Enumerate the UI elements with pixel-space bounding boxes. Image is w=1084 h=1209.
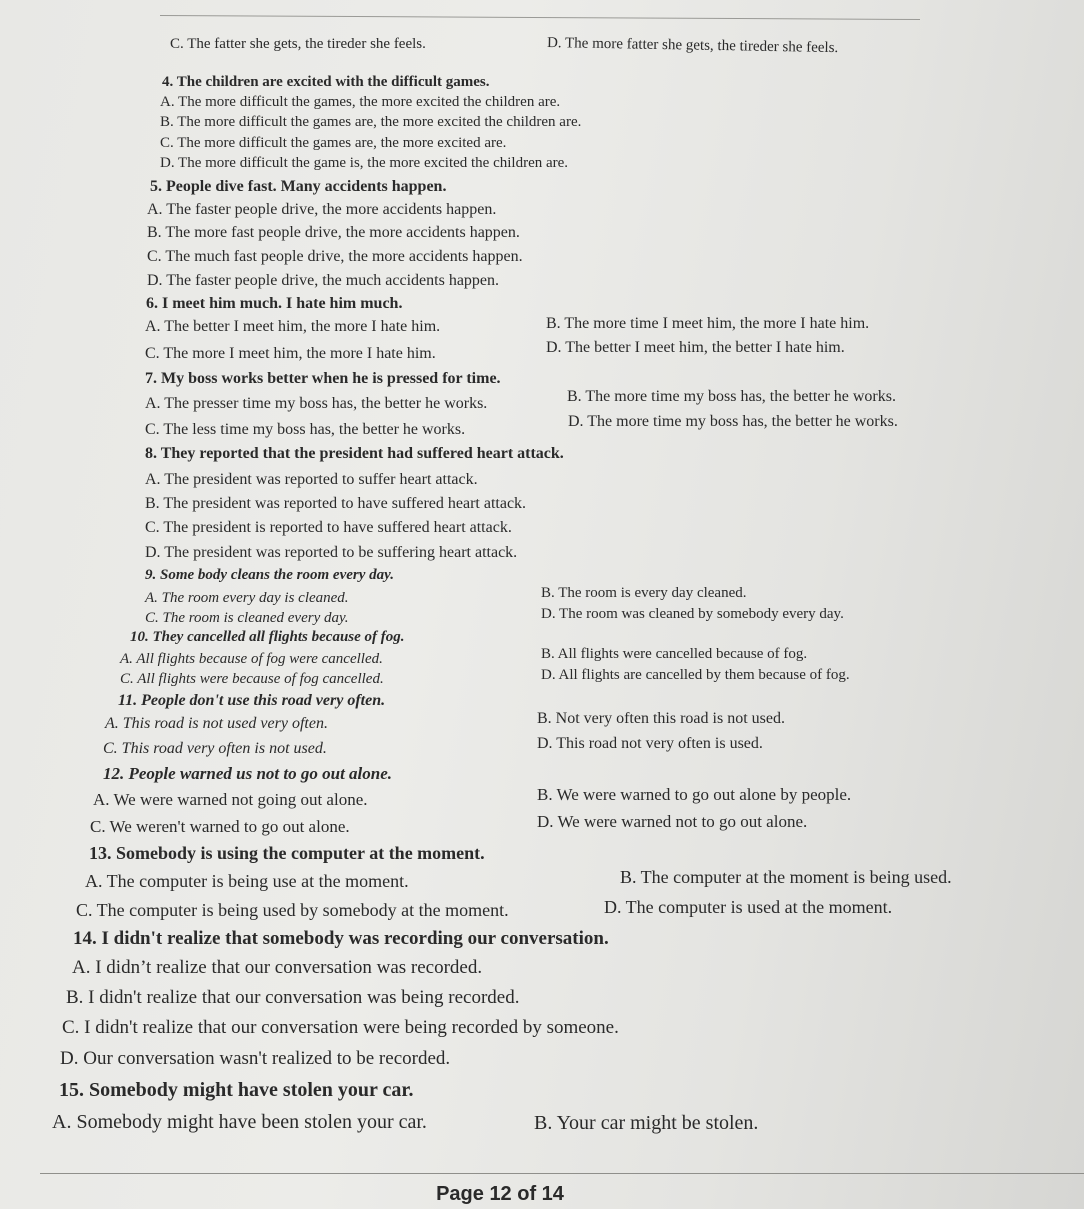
q15-option-b: B. Your car might be stolen. (534, 1112, 759, 1134)
q12-stem: 12. People warned us not to go out alone. (103, 764, 393, 783)
q11-stem: 11. People don't use this road very often. (118, 692, 386, 709)
top-divider (160, 15, 920, 20)
q9-option-b: B. The room is every day cleaned. (541, 585, 747, 601)
q9-option-a: A. The room every day is cleaned. (145, 590, 349, 606)
q13-option-a: A. The computer is being use at the moment. (85, 871, 409, 891)
q6-option-a: A. The better I meet him, the more I hate him. (145, 318, 441, 335)
q9-stem: 9. Some body cleans the room every day. (145, 567, 394, 583)
q3-option-c: C. The fatter she gets, the tireder she feels. (170, 36, 426, 52)
q3-option-d: D. The more fatter she gets, the tireder she feels. (546, 35, 839, 57)
q14-stem: 14. I didn't realize that somebody was recording our conversation. (73, 928, 609, 949)
q14-option-c: C. I didn't realize that our conversation were being recorded by someone. (62, 1017, 619, 1038)
q13-stem: 13. Somebody is using the computer at the moment. (89, 843, 485, 863)
q8-stem: 8. They reported that the president had suffered heart attack. (145, 445, 564, 462)
q7-option-a: A. The presser time my boss has, the better he works. (145, 395, 488, 412)
q5-option-a: A. The faster people drive, the more accidents happen. (147, 201, 497, 218)
q8-option-a: A. The president was reported to suffer heart attack. (145, 471, 478, 488)
q6-option-c: C. The more I meet him, the more I hate him. (145, 345, 436, 362)
q7-stem: 7. My boss works better when he is pressed for time. (145, 370, 501, 387)
q9-option-c: C. The room is cleaned every day. (145, 610, 349, 626)
q13-option-b: B. The computer at the moment is being used. (620, 867, 952, 887)
q8-option-c: C. The president is reported to have suffered heart attack. (145, 519, 512, 536)
q14-option-b: B. I didn't realize that our conversation was being recorded. (66, 987, 520, 1008)
q5-option-b: B. The more fast people drive, the more accidents happen. (147, 224, 520, 241)
q10-option-a: A. All flights because of fog were cancelled. (120, 651, 383, 667)
q10-stem: 10. They cancelled all flights because of fog. (130, 629, 405, 645)
q5-stem: 5. People dive fast. Many accidents happen. (150, 178, 447, 195)
q13-option-d: D. The computer is used at the moment. (604, 897, 893, 917)
q11-option-a: A. This road is not used very often. (105, 715, 328, 732)
q7-option-c: C. The less time my boss has, the better he works. (145, 421, 466, 438)
q4-option-a: A. The more difficult the games, the more excited the children are. (160, 94, 561, 110)
q12-option-d: D. We were warned not to go out alone. (537, 812, 808, 831)
bottom-divider (40, 1173, 1084, 1174)
q4-stem: 4. The children are excited with the difficult games. (162, 74, 490, 90)
q7-option-d: D. The more time my boss has, the better he works. (568, 413, 898, 430)
q14-option-d: D. Our conversation wasn't realized to be recorded. (60, 1048, 451, 1069)
q4-option-d: D. The more difficult the game is, the more excited the children are. (160, 155, 569, 171)
q10-option-c: C. All flights were because of fog cancelled. (120, 671, 384, 687)
q14-option-a: A. I didn’t realize that our conversation was recorded. (72, 957, 483, 978)
q11-option-d: D. This road not very often is used. (537, 735, 763, 752)
q9-option-d: D. The room was cleaned by somebody every day. (541, 606, 844, 622)
q12-option-c: C. We weren't warned to go out alone. (90, 817, 350, 836)
q5-option-d: D. The faster people drive, the much accidents happen. (147, 272, 500, 289)
q4-option-c: C. The more difficult the games are, the more excited are. (160, 135, 507, 151)
q15-stem: 15. Somebody might have stolen your car. (59, 1079, 414, 1101)
q11-option-b: B. Not very often this road is not used. (537, 710, 785, 727)
page-number: Page 12 of 14 (436, 1183, 564, 1205)
q6-option-d: D. The better I meet him, the better I hate him. (546, 339, 845, 356)
q4-option-b: B. The more difficult the games are, the more excited the children are. (160, 114, 582, 130)
q8-option-b: B. The president was reported to have suffered heart attack. (145, 495, 527, 512)
q15-option-a: A. Somebody might have been stolen your car. (52, 1111, 427, 1133)
q12-option-a: A. We were warned not going out alone. (93, 790, 368, 809)
q5-option-c: C. The much fast people drive, the more accidents happen. (147, 248, 523, 265)
q11-option-c: C. This road very often is not used. (103, 740, 327, 757)
q13-option-c: C. The computer is being used by somebody at the moment. (76, 900, 509, 920)
q10-option-d: D. All flights are cancelled by them because of fog. (541, 667, 850, 683)
q8-option-d: D. The president was reported to be suffering heart attack. (145, 544, 518, 561)
q6-stem: 6. I meet him much. I hate him much. (146, 295, 403, 312)
q12-option-b: B. We were warned to go out alone by people. (537, 785, 852, 804)
q6-option-b: B. The more time I meet him, the more I hate him. (546, 315, 870, 332)
q10-option-b: B. All flights were cancelled because of fog. (541, 646, 808, 662)
q7-option-b: B. The more time my boss has, the better he works. (567, 388, 896, 405)
